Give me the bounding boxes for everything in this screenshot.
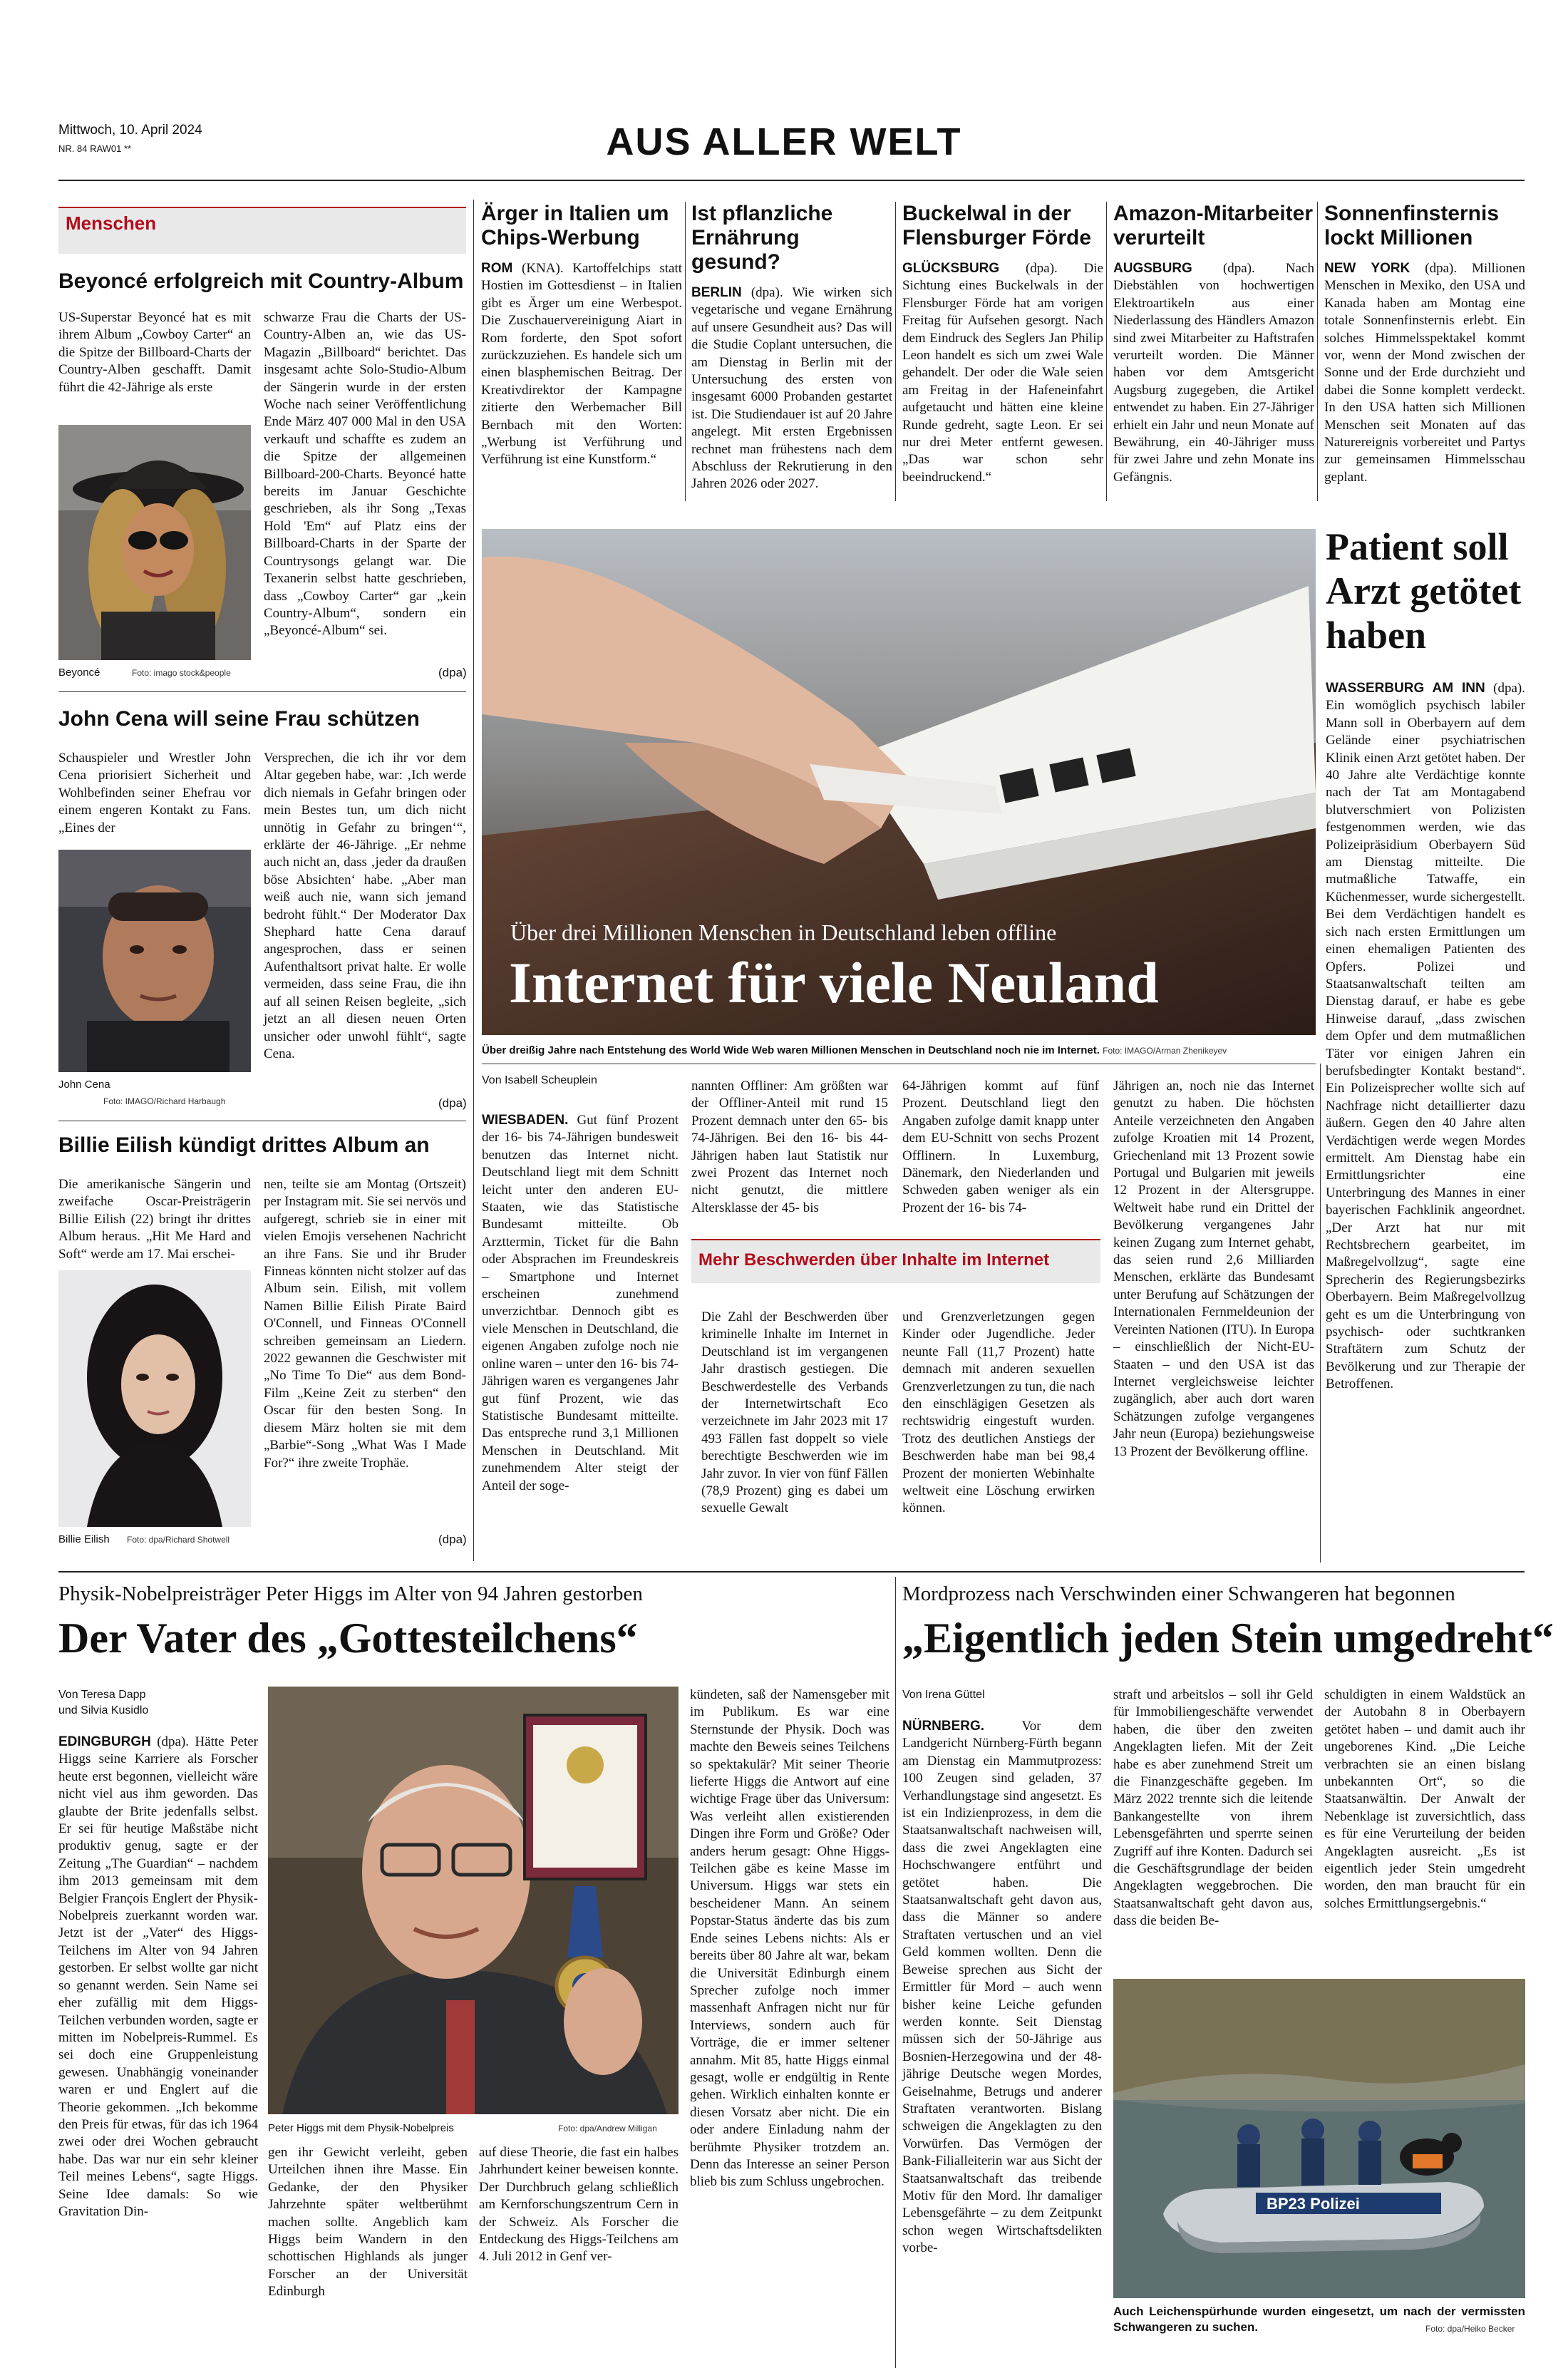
- internet-kicker: Über drei Millionen Menschen in Deutschland leben offline: [510, 920, 1057, 945]
- patient-body-text: Ein womöglich psychisch labiler Mann soll in Oberbayern auf dem Gelände einer psychiatrischen Klinik einen Arzt getötet haben. Der 40 Jahre alte Verdächtige konnte nach der Tat am Montagabend blutverschmiert von Polizisten festgenommen werden, wie das Polizeipräsidium Oberbayern Süd am Dienstag mitteilte. Die mutmaßliche Tatwaffe, ein Küchenmesser, wurde sichergestellt. Bei dem Verdächtigen handelt es sich nach ersten Ermittlungen um einen ehemaligen Patienten des Opfers. Polizei und Staatsanwaltschaft teilten am Dienstag darauf, er habe es gebe Hinweise darauf, „dass zwischen dem Opfer und dem mutmaßlichen Täter vor einigen Jahren ein berufsbedingter Kontakt bestand“. Ein Polizeisprecher wollte sich auf Nachfrage nicht detaillierter dazu äußern. Gegen den 40 Jahre alten Verdächtigen werde wegen Mordes ermittelt. Am Dienstag habe ein Ermittlungsrichter eine Unterbringung des Mannes in einer bayerischen Fachklinik angeordnet. „Der Arzt hat nur mit Rechtsbrechern gearbeitet, im Maßregelvollzug“, sagte eine Sprecherin des Regierungsbezirks Oberbayern. Beim Maßregelvollzug geht es um die Unterbringung von psychisch- oder suchtkranken Straftätern zum Schutz der Bevölkerung und zur Therapie der Betroffenen.: [1326, 698, 1525, 1392]
- internet-col1: [482, 1112, 679, 1563]
- patient-body: [1326, 680, 1525, 1564]
- higgs-col1: [58, 1734, 258, 2347]
- brief-4-dateline: AUGSBURG: [1113, 261, 1192, 276]
- patient-source: (dpa).: [1493, 681, 1525, 696]
- higgs-dateline: EDINGBURGH: [58, 1734, 151, 1749]
- police-boat-photo: [1113, 1979, 1525, 2298]
- brief-5-source: (dpa).: [1425, 261, 1458, 276]
- menschen-label-bar: [58, 207, 466, 254]
- boat-label: BP23 Polizei: [1267, 2195, 1360, 2213]
- mord-author: Von Irena Güttel: [902, 1689, 985, 1701]
- mord-headline: „Eigentlich jeden Stein umgedreht“: [902, 1615, 1554, 1662]
- complaints-col1-text: Die Zahl der Beschwerden über kriminelle Inhalte im Internet in Deutschland ist im vergangenen Jahr drastisch gestiegen. Die Beschwerdestelle des Verbands der Internetwirtschaft Eco verzeichnete im Jahr 2023 mit 17 493 Fällen fast doppelt so viele berechtigte Beschwerden wie im Jahr zuvor. In vier von fünf Fällen (78,9 Prozent) ging es dabei um sexuelle Gewalt: [701, 1309, 888, 1516]
- internet-col1-text: [482, 1112, 679, 1495]
- higgs-photo: [268, 1687, 679, 2114]
- eilish-col1: [58, 1176, 251, 1265]
- beyonce-col1: [58, 309, 251, 416]
- brief-3-dateline: GLÜCKSBURG: [902, 261, 1000, 276]
- higgs-credit: Foto: dpa/Andrew Milligan: [558, 2124, 657, 2133]
- beyonce-caption: Beyoncé: [58, 666, 100, 679]
- cena-credit: Foto: IMAGO/Richard Harbaugh: [103, 1096, 226, 1106]
- mord-col3-text: schuldigten in einem Waldstück an der Autobahn 8 in Oberbayern getötet haben – und damit auch ihr ungeborenes Kind. „Die Leiche verbrachten sie an einen bislang unbekannten Ort“, so die Staatsanwältin. Der Anwalt der Nebenklage ist zuversichtlich, dass es für eine Verurteilung der beiden Angeklagten ausreicht. „Es ist eigentlich jeder Stein umgedreht worden, den man braucht für ein solches Ermittlungsergebnis.“: [1324, 1687, 1525, 1911]
- complaints-box: [691, 1239, 1100, 1563]
- brief-divider-2: [895, 202, 896, 501]
- eilish-credit: Foto: dpa/Richard Shotwell: [127, 1535, 230, 1545]
- higgs-col3-text: auf diese Theorie, die fast ein halbes Jahrhundert keiner beweisen konnte. Der Durchbruch gelang schließlich am Kernforschungszentrum Cern in der Schweiz. Als Forscher die Entdeckung des Higgs-Teilchens am 4. Juli 2012 in Genf ver-: [479, 2145, 679, 2265]
- brief-3-headline: Buckelwal in der Flensburger Förde: [902, 202, 1092, 249]
- menschen-divider: [473, 200, 474, 1561]
- beyonce-col1-text: US-Superstar Beyoncé hat es mit ihrem Album „Cowboy Carter“ an die Spitze der Billboard-Charts der Country-Alben geschafft. Damit führt die 42-Jährige als erste: [58, 310, 251, 395]
- brief-1: [481, 202, 682, 508]
- brief-2-text: Wie wirken sich vegetarische und vegane Ernährung auf unsere Gesundheit aus? Das will die Studie Coplant untersuchen, die am Dienstag in Berlin mit der Untersuchung des ersten von insgesamt 6000 Probanden gestartet ist. Die Studiendauer ist auf 20 Jahre angelegt. Mit ersten Ergebnissen rechnet man frühestens nach dem Abschluss der Rekrutierung in den Jahren 2026 oder 2027.: [691, 285, 892, 492]
- brief-3-text: Die Sichtung eines Buckelwals in der Flensburger Förde hat am vorigen Freitag für Aufsehen gesorgt. Nach dem Eindruck des Seglers Jan Philip Leon handelt es sich um zwei Wale gehandelt. Der oder die Wale seien am Freitag in der Hafeneinfahrt aufgetaucht und hätten eine kleine Runde gedreht, sagte Leon. Er sei nur drei Meter entfernt gewesen. „Das war schon sehr beeindruckend.“: [902, 261, 1104, 485]
- mord-col1-text: [902, 1718, 1102, 2258]
- patient-headline: Patient soll Arzt getötet haben: [1326, 525, 1522, 657]
- police-boat-graphic: [1113, 1979, 1525, 2298]
- mord-kicker: Mordprozess nach Verschwinden einer Schwangeren hat begonnen: [902, 1582, 1455, 1605]
- brief-2-body: [691, 284, 892, 493]
- beyonce-photo: [58, 425, 251, 660]
- internet-col3: [902, 1078, 1099, 1215]
- internet-col2-text: nannten Offliner: Am größten war der Offliner-Anteil mit rund 15 Prozent demnach unter den 65- bis 74-Jährigen. Bei den 16- bis 44-Jährigen haben laut Statistik nur zwei Prozent das Internet noch nicht genutzt, die mittlere Altersklasse der 45- bis: [691, 1079, 888, 1215]
- internet-dateline: WIESBADEN.: [482, 1113, 569, 1128]
- higgs-col3: [479, 2144, 679, 2351]
- mord-col2-text: straft und arbeitslos – soll ihr Geld für Immobiliengeschäfte verwendet haben, die über den zweiten Angeklagten liefen. Mit der Zeit habe es aber zunehmend Streit um die Finanzgeschäfte gegeben. Im März 2022 trennte sich die leitende Bankangestellte von ihrem Lebensgefährten und sperrte seinen Zugriff auf ihre Konten. Dadurch sei die Geschäftsgrundlage der beiden Angeklagten weggebrochen. Die Staatsanwaltschaft geht davon aus, dass die beiden Be-: [1113, 1687, 1313, 1929]
- cena-caption: John Cena: [58, 1079, 110, 1091]
- beyonce-credit: Foto: imago stock&people: [132, 668, 231, 678]
- police-boat-caption: Auch Leichenspürhunde wurden eingesetzt, um nach der vermissten Schwangeren zu suchen.: [1113, 2305, 1525, 2334]
- beyonce-photo-graphic: [58, 425, 251, 660]
- brief-5-dateline: NEW YORK: [1324, 261, 1410, 276]
- complaints-col2: [902, 1309, 1095, 1558]
- brief-5: [1324, 202, 1525, 508]
- brief-1-headline: Ärger in Italien um Chips-Werbung: [481, 202, 669, 249]
- internet-caption: Über dreißig Jahre nach Entstehung des World Wide Web waren Millionen Menschen in Deutschland noch nie im Internet.: [482, 1044, 1100, 1056]
- cena-photo: [58, 850, 251, 1072]
- patient-divider: [1320, 1064, 1321, 1563]
- higgs-author-2: und Silvia Kusidlo: [58, 1704, 149, 1716]
- cena-headline: John Cena will seine Frau schützen: [58, 707, 420, 731]
- complaints-title: Mehr Beschwerden über Inhalte im Internet: [698, 1250, 1050, 1270]
- brief-1-source: (KNA).: [522, 261, 564, 276]
- lower-section-rule: [58, 1571, 1525, 1573]
- mord-col3: [1324, 1687, 1525, 1957]
- section-title: AUS ALLER WELT: [606, 120, 962, 163]
- brief-5-text: Millionen Menschen in Mexiko, den USA und Kanada haben am Montag eine totale Sonnenfinsternis erlebt. Ein solches Himmelsspektakel kommt vor, wenn der Mond zwischen der Sonne und der Erde durchzieht und dabei die Sonne komplett verdeckt. In den USA hatten sich Millionen Menschen seit Monaten auf das Naturereignis vorbereitet und Partys zur gemeinsamen Himmelsschau geplant.: [1324, 261, 1526, 485]
- cena-col1: [58, 750, 251, 838]
- higgs-kicker: Physik-Nobelpreisträger Peter Higgs im Alter von 94 Jahren gestorben: [58, 1582, 643, 1605]
- brief-4-text: Nach Diebstählen von hochwertigen Elektroartikeln aus einer Niederlassung des Händlers Amazon sind zwei Mitarbeiter zu Haftstrafen verurteilt worden. Die Männer haben vor dem Amtsgericht Augsburg zugegeben, die Artikel entwendet zu haben. Ein 27-Jähriger erhielt ein Jahr und neun Monate auf Bewährung, ein 40-Jähriger muss für zwei Jahre und zehn Monate ins Gefängnis.: [1113, 261, 1314, 485]
- eilish-col2: [264, 1176, 466, 1550]
- mord-col1: [902, 1718, 1102, 2352]
- beyonce-agency: (dpa): [438, 666, 467, 679]
- complaints-title-bar: [691, 1240, 1100, 1283]
- brief-divider-3: [1106, 202, 1107, 501]
- mord-col2: [1113, 1687, 1313, 1957]
- internet-photo: [482, 529, 1316, 1035]
- brief-3: [902, 202, 1103, 508]
- brief-2-dateline: BERLIN: [691, 285, 742, 300]
- higgs-col1-body: Hätte Peter Higgs seine Karriere als Forscher heute erst begonnen, vielleicht wäre nicht viel aus ihm geworden. Das glaubte der Brite jedenfalls selbst. Er sei für heutige Maßstäbe nicht produktiv genug, sagte er der Zeitung „The Guardian“ – nachdem ihm 2013 gemeinsam mit dem Belgier François Englert der Physik-Nobelpreis zuerkannt worden war. Jetzt ist der „Vater“ des Higgs-Teilchens im Alter von 94 Jahren gestorben. Er selbst wollte gar nicht so genannt werden. Sein Name sei eher zufällig mit dem Higgs-Teilchen verbunden worden, sagte er mitten im Nobelpreis-Rummel. Es sei doch eine Gruppenleistung gewesen. Unabhängig voneinander waren er und Englert auf die Theorie gekommen. „Ich bekomme den Preis für etwas, für das ich 1964 zwei oder drei Wochen gebraucht habe. Das war nur ein sehr kleiner Teil meines Lebens“, sagte Higgs. Seine Idee damals: So wie Gravitation Din-: [58, 1734, 258, 2219]
- mord-dateline: NÜRNBERG.: [902, 1719, 985, 1734]
- higgs-photo-graphic: [268, 1687, 679, 2114]
- internet-headline: Internet für viele Neuland: [509, 950, 1159, 1015]
- brief-divider-1: [685, 202, 686, 501]
- eilish-photo: [58, 1270, 251, 1527]
- higgs-caption: Peter Higgs mit dem Physik-Nobelpreis: [268, 2122, 454, 2134]
- beyonce-rule: [58, 691, 466, 692]
- beyonce-col2: [264, 309, 466, 674]
- mord-divider: [895, 1577, 896, 2368]
- masthead-date: Mittwoch, 10. April 2024: [58, 123, 202, 138]
- higgs-col1-text: [58, 1734, 258, 2220]
- eilish-caption: Billie Eilish: [58, 1533, 110, 1545]
- internet-col4-text: Jährigen an, noch nie das Internet genutzt zu haben. Die höchsten Anteile verzeichneten den Angaben zufolge Kroatien mit 14 Prozent, Griechenland mit 13 Prozent sowie Portugal und Bulgarien mit jeweils 12 Prozent in der Altersgruppe. Weltweit habe rund ein Drittel der Bevölkerung vergangenes Jahr keinen Zugang zum Internet gehabt, das seien rund 2,6 Milliarden Menschen, erklärte das Bundesamt unter Berufung auf Schätzungen der Internationalen Fernmeldeunion der Vereinten Nationen (ITU). In Europa – einschließlich der Nicht-EU-Staaten – und den USA ist das Internet vergleichsweise leichter zugänglich, aber auch dort waren Schätzungen zufolge vergangenes Jahr neun (Europa) beziehungsweise 13 Prozent der Bevölkerung offline.: [1113, 1079, 1314, 1459]
- masthead-edition: NR. 84 RAW01 **: [58, 143, 132, 154]
- brief-1-body: [481, 260, 682, 469]
- eilish-headline: Billie Eilish kündigt drittes Album an: [58, 1133, 430, 1157]
- internet-author: Von Isabell Scheuplein: [482, 1074, 597, 1086]
- brief-2-source: (dpa).: [751, 285, 783, 300]
- brief-divider-4: [1317, 202, 1318, 501]
- menschen-label: Menschen: [66, 212, 157, 234]
- brief-3-body: [902, 260, 1103, 486]
- higgs-col4-text: kündeten, saß der Namensgeber mit im Publikum. Es war eine Sternstunde der Physik. Doch was machte den Beweis seines Teilchens so spektakulär? Mit seiner Theorie lieferte Higgs die Antwort auf eine wichtige Frage über das Universum: Was verleiht allen existierenden Dingen ihre Form und Größe? Oder anders herum gesagt: Ohne Higgs-Teilchen gäbe es keine Masse im Universum. Higgs war stets ein bescheidener Mann. An seinem Popstar-Status änderte das bis zum Ende seines Lebens nichts: Als er bereits über 80 Jahre alt war, bekam die Universität Edinburgh einem Sprecher zufolge noch immer massenhaft Anfragen nicht nur für Interviews, sondern auch für Vorträge, die er immer seltener annahm. Mit 85, hatte Higgs einmal gesagt, wolle er endgültig in Rente gehen. Wirklich einhalten konnte er diesen Vorsatz aber nicht. Die ein oder andere Einladung nahm der berühmte Physiker trotzdem an. Denn das Interesse an seiner Person blieb bis zum Schluss ungebrochen.: [690, 1687, 889, 2190]
- brief-1-text: Kartoffelchips statt Hostien im Gottesdienst – in Italien gibt es Ärger um eine Werbespot. Die Zuschauervereinigung Aiart in Rom forderte, den Spot sofort zurückzuziehen. Es handele sich um einen blasphemischen Beitrag. Der Kreativdirektor der Kampagne zitierte den Werbemacher Bill Bernbach mit den Worten: „Werbung ist Verführung und Verführung ist eine Kunstform.“: [481, 261, 683, 468]
- brief-2: [691, 202, 892, 508]
- beyonce-col2-text: schwarze Frau die Charts der US-Country-Alben an, wie das US-Magazin „Billboard“ berichtet. Das insgesamt achte Solo-Studio-Album der Sängerin wurde in der ersten Woche nach seiner Veröffentlichung Ende März 407 000 Mal in den USA verkauft und schaffte es zudem an die Spitze der allgemeinen Billboard-200-Charts. Beyoncé hatte bereits im Januar Geschichte geschrieben, als ihr Song „Texas Hold 'Em“ auf Platz eins der Billboard-Charts in der Sparte der Countrysongs gelangt war. Die Texanerin selbst hatte geschrieben, dass „Cowboy Carter“ gar „kein Country-Album“, sondern ein „Beyoncé-Album“ sei.: [264, 310, 466, 639]
- brief-3-source: (dpa).: [1025, 261, 1058, 276]
- internet-col4: [1113, 1078, 1314, 1563]
- complaints-col1: [701, 1309, 888, 1558]
- higgs-col4: [690, 1687, 889, 2349]
- internet-col3-text: 64-Jährigen kommt auf fünf Prozent. Deutschland liegt den Angaben zufolge damit knapp unter dem EU-Schnitt von sechs Prozent Offlinern. In Luxemburg, Dänemark, den Niederlanden und Schweden gaben weniger als ein Prozent der 16- bis 74-: [902, 1079, 1099, 1215]
- brief-1-dateline: ROM: [481, 261, 513, 276]
- brief-5-body: [1324, 260, 1525, 486]
- eilish-col1-text: Die amerikanische Sängerin und zweifache Oscar-Preisträgerin Billie Eilish (22) bringt ihr drittes Album heraus. „Hit Me Hard and Soft“ werde am 17. Mai erschei-: [58, 1177, 251, 1262]
- cena-col2: [264, 750, 466, 1103]
- cena-col1-text: Schauspieler und Wrestler John Cena priorisiert Sicherheit und Wohlbefinden seiner Ehefrau vor einem engeren Kontakt zu Fans. „Eines der: [58, 751, 251, 835]
- brief-4-body: [1113, 260, 1314, 486]
- patient-dateline: WASSERBURG AM INN: [1326, 681, 1485, 696]
- mord-col1-body: Vor dem Landgericht Nürnberg-Fürth begann am Dienstag ein Mammutprozess: 100 Zeugen sind geladen, 37 Verhandlungstage sind angesetzt. Es ist ein Indizienprozess, in dem die Staatsanwaltschaft nachweisen will, dass die zwei Angeklagten eine Hochschwangere entführt und getötet haben. Die Staatsanwaltschaft geht davon aus, dass die Männer so andere Straftaten vertuschen und an viel Geld kommen wollten. Denn die Beweise sprechen aus Sicht der Ermittler für Mord – auch wenn bisher keine Leiche gefunden werden konnte. Seit Dienstag müssen sich der 50-Jährige aus Bosnien-Herzegowina und der 48-jährige Deutsche wegen Mordes, Geiselnahme, Betrugs und anderer Straftaten verantworten. Bislang schweigen die Angeklagten zu den Vorwürfen. Das Vermögen der Bank-Filialleiterin war aus Sicht der Staatsanwaltschaft das treibende Motiv für den Mord. Ihr damaliger Lebensgefährte – zu dem Zeitpunkt schon wegen Wirtschaftsdelikten vorbe-: [902, 1719, 1102, 2256]
- higgs-source: (dpa).: [157, 1734, 190, 1749]
- higgs-col2: [268, 2144, 468, 2351]
- brief-5-headline: Sonnenfinsternis lockt Millionen: [1324, 202, 1500, 249]
- cena-col2-text: Versprechen, die ich ihr vor dem Altar gegeben habe, war: ‚Ich werde dich niemals in Gefahr bringen oder mein Bestes tun, um dich nicht unnötig in Gefahr zu bringen‘“, erklärte der 46-Jährige. „Er nehme auch nicht an, dass ‚jeder da draußen böse Absichten‘ habe. „Aber man weiß auch nie, wann sich jemand bedroht fühlt.“ Der Moderator Dax Shephard hatte Cena darauf angesprochen, dass er seinen Aufenthaltsort privat halte. Er wolle vermeiden, dass seine Frau, die ihn auf all seinen Reisen begleite, „sich jetzt an all diesen neuen Orten unsicher oder unwohl fühlt“, sagte Cena.: [264, 751, 466, 1061]
- internet-caption-line: [482, 1044, 1316, 1058]
- brief-4-source: (dpa).: [1222, 261, 1255, 276]
- brief-4: [1113, 202, 1314, 508]
- brief-4-headline: Amazon-Mitarbeiter verurteilt: [1113, 202, 1314, 249]
- menschen-top-rule: [58, 207, 466, 208]
- eilish-col2-text: nen, teilte sie am Montag (Ortszeit) per Instagram mit. Sie sei nervös und aufgeregt, schrieb sie in einer mit vielen Emojis versehenen Nachricht an ihre Fans. Sie und ihr Bruder Finneas könnten nicht stolzer auf das Album sein. Eilish, mit vollem Namen Billie Eilish Pirate Baird O'Connell, und Finneas O'Connell schreiben gemeinsam an Liedern. 2022 gewannen die Geschwister mit „No Time To Die“ aus dem Bond-Film „Keine Zeit zu sterben“ den Oscar für den besten Song. In diesem März holten sie mit dem „Barbie“-Song „What Was I Made For?“ ihre zweite Trophäe.: [264, 1177, 466, 1471]
- eilish-photo-graphic: [58, 1270, 251, 1527]
- police-boat-credit: Foto: dpa/Heiko Becker: [1425, 2324, 1515, 2334]
- higgs-col2-text: gen ihr Gewicht verleiht, geben Urteilchen ihnen ihre Masse. Ein Gedanke, der den Physiker Jahrzehnte später weltberühmt machen sollte. Angeblich kam Higgs beim Wandern in den schottischen Highlands als junger Forscher an der Universität Edinburgh: [268, 2145, 468, 2300]
- higgs-headline: Der Vater des „Gottesteilchens“: [58, 1615, 638, 1662]
- cena-agency: (dpa): [438, 1096, 467, 1110]
- higgs-author-1: Von Teresa Dapp: [58, 1689, 146, 1701]
- beyonce-headline: Beyoncé erfolgreich mit Country-Album: [58, 269, 464, 293]
- brief-2-headline: Ist pflanzliche Ernährung gesund?: [691, 202, 833, 274]
- eilish-agency: (dpa): [438, 1533, 467, 1546]
- internet-col1-body: Gut fünf Prozent der 16- bis 74-Jährigen bundesweit benutzen das Internet nicht. Deutschland liegt mit dem Schnitt leicht unter den anderen EU-Staaten, wie das Statistische Bundesamt mitteilte. Ob Arzttermin, Ticket für die Bahn oder Absprachen im Freundeskreis – Smartphone und Internet erscheinen zunehmend unverzichtbar. Dennoch gibt es viele Menschen in Deutschland, die eigenen Angaben zufolge noch nie online waren – unter den 16- bis 74-Jährigen waren es vergangenes Jahr gut fünf Prozent, wie das Statistische Bundesamt mitteilte. Das entspreche rund 3,1 Millionen Menschen in Deutschland. Mit zunehmendem Alter steigt der Anteil der soge-: [482, 1113, 679, 1493]
- internet-col2: [691, 1078, 888, 1215]
- cena-photo-graphic: [58, 850, 251, 1072]
- complaints-col2-text: und Grenzverletzungen gegen Kinder oder Jugendliche. Jeder neunte Fall (11,7 Prozent) hatte demnach mit anderen sexuellen Grenzverletzungen zu tun, die nach den einschlägigen Gesetzen als rechtswidrig eingestuft wurden. Trotz des deutlichen Anstiegs der Beschwerden habe man bei 98,4 Prozent der monierten Webinhalte weltweit eine Löschung erwirken können.: [902, 1309, 1095, 1516]
- masthead-rule: [58, 180, 1525, 181]
- internet-credit: Foto: IMAGO/Arman Zhenikeyev: [1103, 1046, 1227, 1056]
- patient-text: [1326, 680, 1525, 1394]
